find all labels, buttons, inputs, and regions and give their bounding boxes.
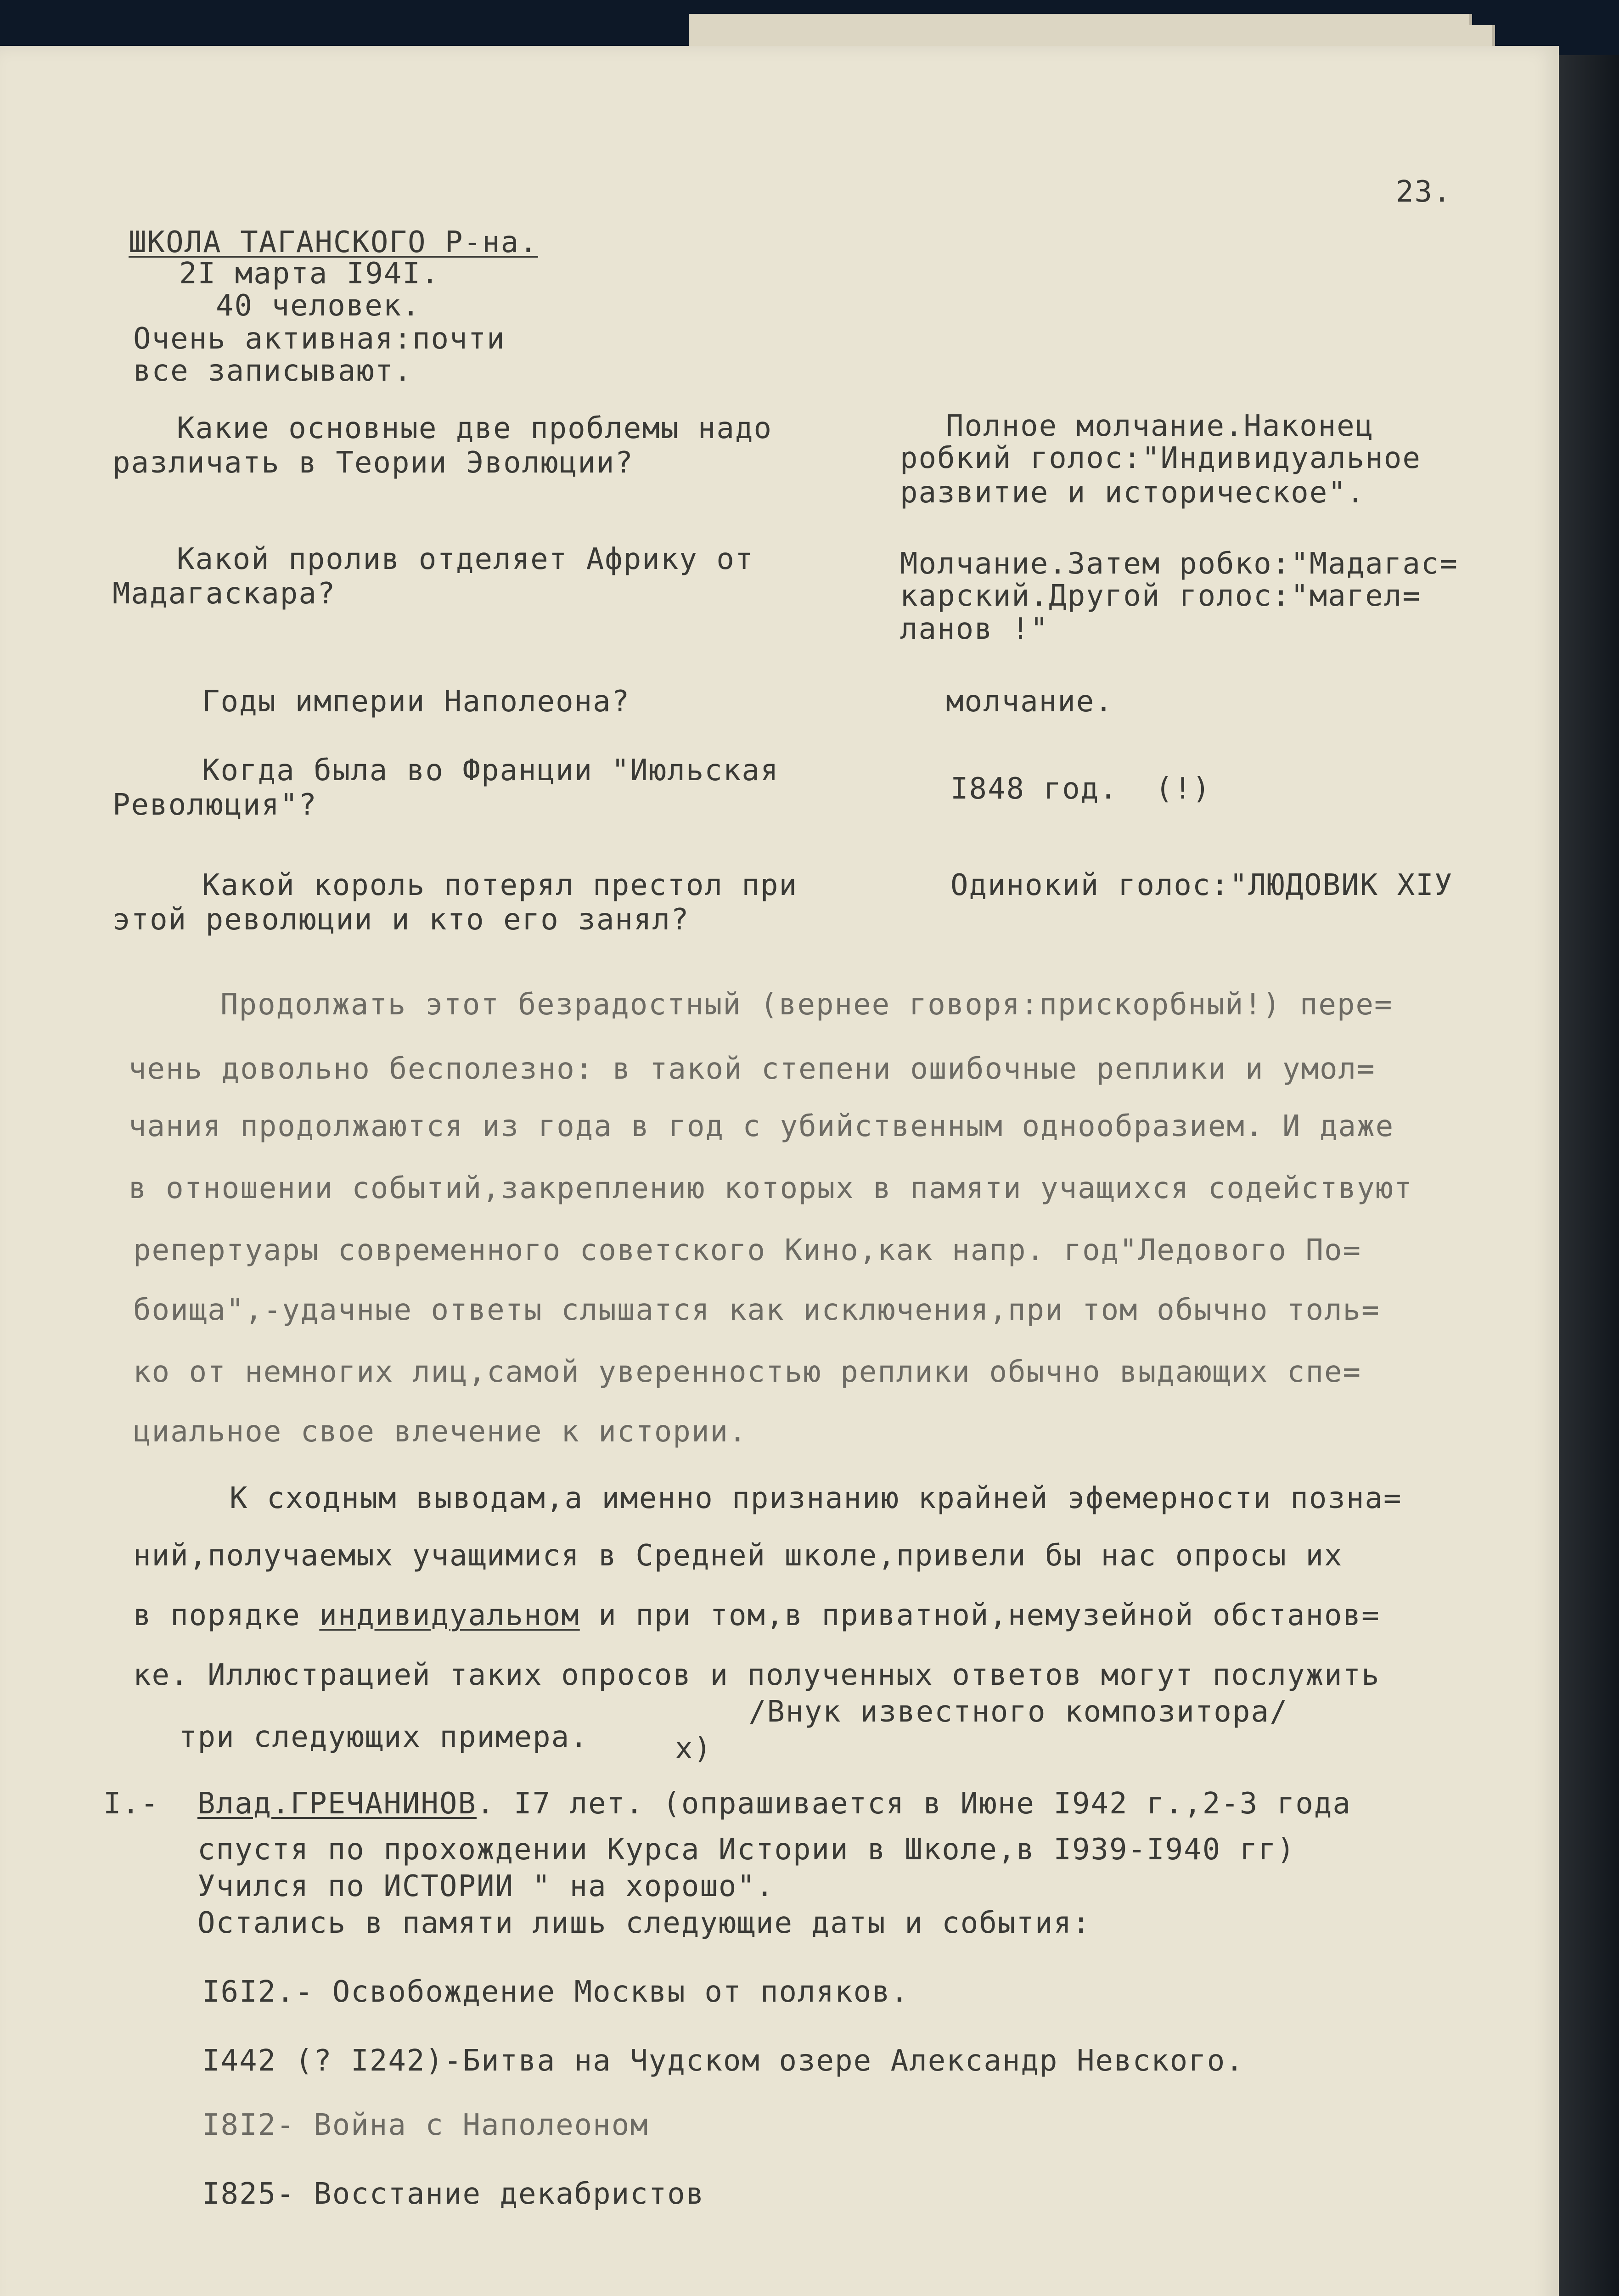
paragraph-line: в отношении событий,закреплению которых в памяти учащихся содействуют	[129, 1171, 1413, 1205]
activity-note: все записывают.	[133, 354, 412, 388]
typed-page	[0, 46, 1559, 2296]
paragraph-line: Продолжать этот безрадостный (вернее говоря:прискорбный!) пере=	[220, 988, 1393, 1022]
school-heading: ШКОЛА ТАГАНСКОГО Р-на.	[129, 225, 538, 259]
example-line: Учился по ИСТОРИИ " на хорошо".	[197, 1869, 775, 1903]
underlined-word: индивидуальном	[319, 1598, 580, 1632]
paragraph-line: три следующих примера.	[179, 1720, 589, 1754]
page-number: 23.	[1396, 175, 1452, 209]
answer-text: Молчание.Затем робко:"Мадагас=	[900, 547, 1458, 581]
date-entry: I825- Восстание декабристов	[202, 2177, 705, 2211]
date-entry: I442 (? I242)-Битва на Чудском озере Александр Невского.	[202, 2044, 1244, 2078]
answer-text: Одинокий голос:"ЛЮДОВИК XIУ	[950, 868, 1453, 902]
example-line: спустя по прохождении Курса Истории в Школе,в I939-I940 гг)	[197, 1833, 1296, 1867]
question-text: Мадагаскара?	[112, 577, 336, 611]
paragraph-line: боища",-удачные ответы слышатся как исключения,при том обычно толь=	[133, 1293, 1380, 1327]
footnote-mark: x)	[675, 1732, 713, 1766]
question-text: этой революции и кто его занял?	[112, 903, 690, 937]
margin-note: /Внук известного композитора/	[748, 1695, 1288, 1729]
paragraph-line: ний,получаемых учащимися в Средней школе,привели бы нас опросы их	[133, 1539, 1343, 1573]
answer-text: развитие и историческое".	[900, 476, 1366, 510]
example-line: Остались в памяти лишь следующие даты и события:	[197, 1906, 1091, 1940]
answer-text: I848 год. (!)	[950, 772, 1211, 806]
question-text: Какой король потерял престол при	[202, 868, 798, 902]
answer-text: молчание.	[946, 685, 1113, 719]
question-text: различать в Теории Эволюции?	[112, 446, 634, 480]
question-text: Революция"?	[112, 788, 317, 822]
activity-note: Очень активная:почти	[133, 322, 506, 356]
paragraph-line: ко от немногих лиц,самой уверенностью реплики обычно выдающих спе=	[133, 1355, 1362, 1389]
question-text: Какой пролив отделяет Африку от	[177, 542, 754, 576]
paragraph-line: чания продолжаются из года в год с убийственным однообразием. И даже	[129, 1109, 1394, 1143]
paragraph-line: чень довольно бесполезно: в такой степени ошибочные реплики и умол=	[129, 1052, 1376, 1086]
student-name: Влад.ГРЕЧАНИНОВ	[197, 1787, 477, 1821]
answer-text: карский.Другой голос:"магел=	[900, 579, 1421, 613]
question-text: Когда была во Франции "Июльская	[202, 754, 779, 788]
example-heading: Влад.ГРЕЧАНИНОВ. I7 лет. (опрашивается в Июне I942 г.,2-3 года	[197, 1787, 1351, 1821]
participant-count: 40 человек.	[216, 289, 421, 323]
page-edge-shadow	[1555, 55, 1619, 2296]
answer-text: робкий голос:"Индивидуальное	[900, 441, 1421, 475]
paragraph-line: К сходным выводам,а именно признанию крайней эфемерности позна=	[230, 1481, 1402, 1515]
paragraph-line: ке. Иллюстрацией таких опросов и полученных ответов могут послужить	[133, 1658, 1380, 1692]
survey-date: 2I марта I94I.	[179, 257, 440, 291]
example-number: I.-	[103, 1787, 159, 1821]
answer-text: Полное молчание.Наконец	[946, 409, 1374, 443]
question-text: Годы империи Наполеона?	[202, 685, 630, 719]
paragraph-line: в порядке индивидуальном и при том,в приватной,немузейной обстанов=	[133, 1598, 1380, 1632]
paragraph-line: циальное свое влечение к истории.	[133, 1415, 748, 1449]
date-entry: I8I2- Война с Наполеоном	[202, 2108, 649, 2142]
date-entry: I6I2.- Освобождение Москвы от поляков.	[202, 1975, 910, 2009]
answer-text: ланов !"	[900, 612, 1049, 646]
paragraph-line: репертуары современного советского Кино,как напр. год"Ледового По=	[133, 1233, 1362, 1267]
question-text: Какие основные две проблемы надо	[177, 411, 772, 445]
